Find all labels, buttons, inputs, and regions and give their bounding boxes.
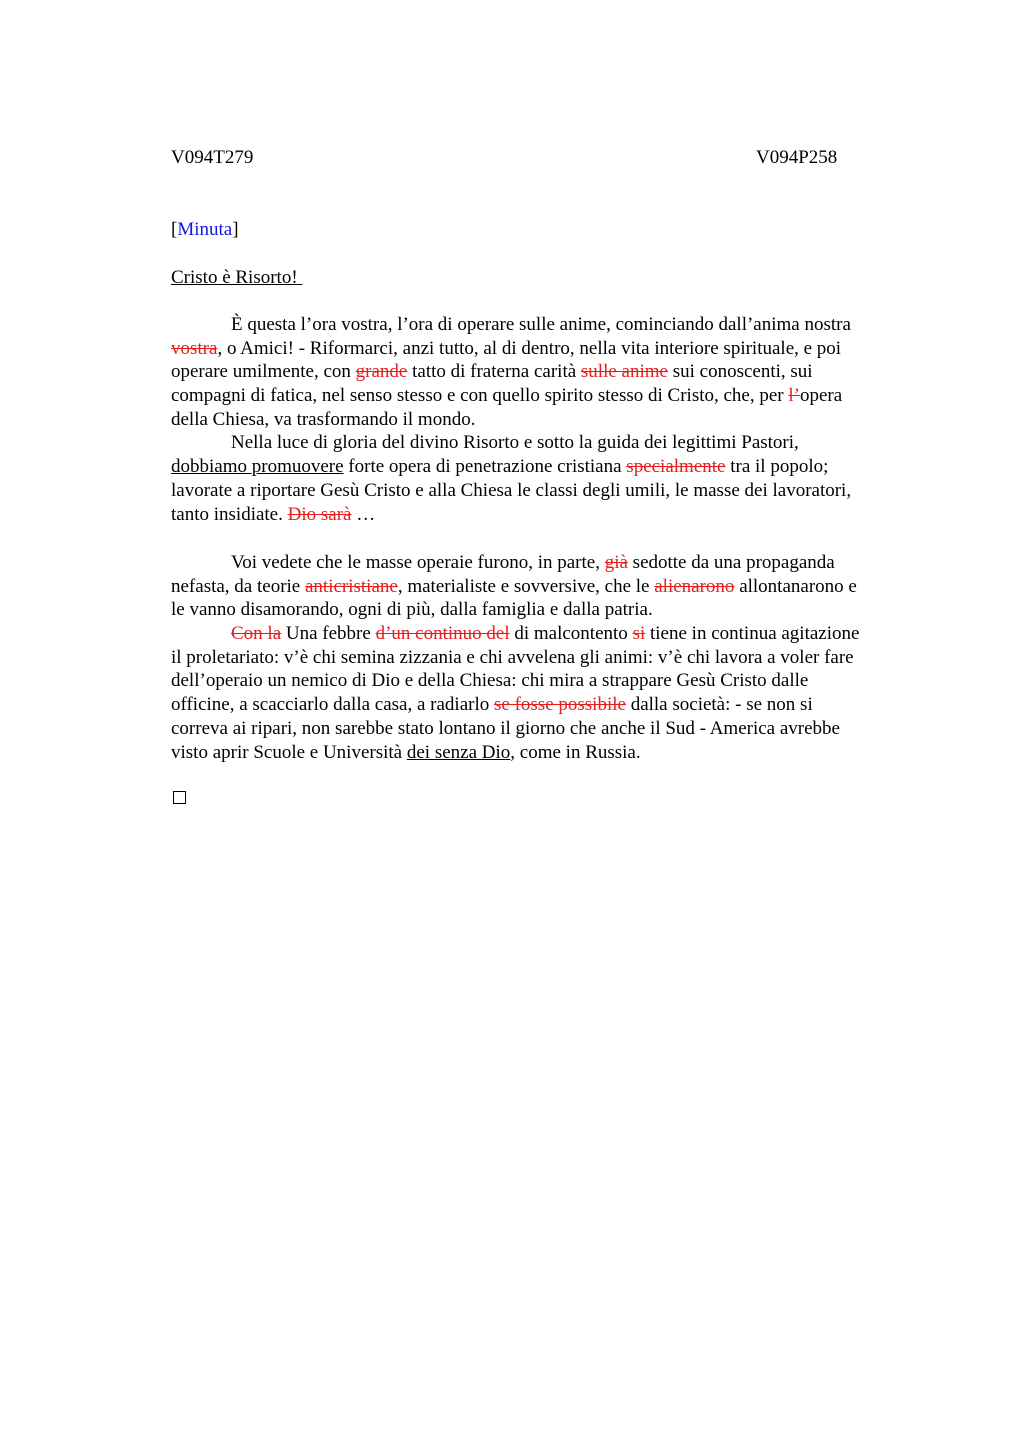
deleted-text: l’ [788, 385, 800, 407]
p4-line-2 [171, 646, 931, 670]
p1-line-4 [171, 384, 931, 408]
deleted-text: alienarono [654, 575, 735, 597]
deleted-text: Con la [231, 623, 282, 645]
text-run: nefasta, da teorie [171, 575, 305, 597]
deleted-text: sulle anime [580, 361, 668, 383]
empty-square-icon [173, 791, 186, 804]
text-run: tra il popolo; [725, 456, 829, 478]
text-run: di malcontento [509, 623, 633, 645]
deleted-text: d’un continuo del [375, 623, 510, 645]
p3-line-2 [171, 575, 931, 599]
p4-line-3 [171, 669, 931, 693]
document-code-right: V094P258 [756, 147, 838, 168]
p2-line-1 [171, 431, 931, 455]
document-title: Cristo è Risorto! [171, 267, 303, 288]
editor-label [171, 218, 239, 242]
text-run: dalla società: - se non si [625, 694, 813, 716]
text-run: forte opera di penetrazione cristiana [343, 456, 627, 478]
text-run: della Chiesa, va trasformando il mondo. [171, 408, 476, 430]
text-block-1 [171, 313, 931, 526]
label-open-bracket: [ [171, 219, 178, 240]
label-minuta: Minuta [177, 219, 233, 240]
text-run: , o Amici! - Riformarci, anzi tutto, al di dentro, nella vita interiore spirituale, e poi [217, 337, 842, 359]
label-close-bracket: ] [232, 219, 239, 240]
p3-line-3 [171, 598, 931, 622]
text-run: le vanno disamorando, ogni di più, dalla famiglia e dalla patria. [171, 599, 653, 621]
text-run: , come in Russia. [510, 741, 641, 763]
p2-line-2 [171, 455, 931, 479]
text-run: Nella luce di gloria del divino Risorto e sotto la guida dei legittimi Pastori, [231, 432, 799, 454]
text-block-2 [171, 551, 931, 764]
text-run: officine, a scacciarlo dalla casa, a radiarlo [171, 694, 494, 716]
text-run: allontanarono e [734, 575, 857, 597]
text-run: … [351, 503, 376, 525]
p4-line-5 [171, 717, 931, 741]
text-run: compagni di fatica, nel senso stesso e con quello spirito stesso di Cristo, che, per [171, 385, 789, 407]
text-run: sedotte da una propaganda [627, 552, 835, 573]
text-run: il proletariato: v’è chi semina zizzania e chi avvelena gli animi: v’è chi lavora a voler fare [171, 646, 854, 668]
deleted-text: si [632, 623, 646, 645]
p4-line-6 [171, 741, 931, 765]
text-run: Una febbre [281, 623, 376, 645]
p1-line-3 [171, 360, 931, 384]
text-run: operare umilmente, con [171, 361, 356, 383]
underlined-text: dei senza Dio [406, 741, 511, 763]
text-run: dell’operaio un nemico di Dio e della Chiesa: chi mira a strappare Gesù Cristo dalle [171, 670, 809, 692]
p2-line-4 [171, 503, 931, 527]
text-run: Voi vedete che le masse operaie furono, in parte, [231, 552, 605, 573]
text-run: lavorate a riportare Gesù Cristo e alla Chiesa le classi degli umili, le masse dei lavoratori, [171, 479, 852, 501]
p1-line-2 [171, 337, 931, 361]
text-run: correva ai ripari, non sarebbe stato lontano il giorno che anche il Sud - America avrebbe [171, 717, 840, 739]
text-run: tiene in continua agitazione [645, 623, 860, 645]
underlined-text: dobbiamo promuovere [171, 456, 344, 478]
text-run: , materialiste e sovversive, che le [397, 575, 655, 597]
text-run: tanto insidiate. [171, 503, 288, 525]
deleted-text: se fosse possibile [494, 694, 626, 716]
p2-line-3 [171, 479, 931, 503]
deleted-text: vostra [171, 337, 218, 359]
deleted-text: anticristiane [304, 575, 398, 597]
text-run: sui conoscenti, sui [667, 361, 813, 383]
text-run: opera [800, 385, 843, 407]
deleted-text: Dio sarà [287, 503, 352, 525]
deleted-text: specialmente [626, 456, 726, 478]
p4-line-4 [171, 693, 931, 717]
text-run: tatto di fraterna carità [407, 361, 581, 383]
deleted-text: grande [355, 361, 408, 383]
deleted-text: già [604, 552, 628, 573]
p1-line-1 [171, 313, 931, 337]
p1-line-5 [171, 408, 931, 432]
text-run: È questa l’ora vostra, l’ora di operare sulle anime, cominciando dall’anima nostra [231, 314, 851, 335]
p4-line-1 [171, 622, 931, 646]
text-run: visto aprir Scuole e Università [171, 741, 407, 763]
document-code-left: V094T279 [171, 147, 254, 168]
p3-line-1 [171, 551, 931, 575]
